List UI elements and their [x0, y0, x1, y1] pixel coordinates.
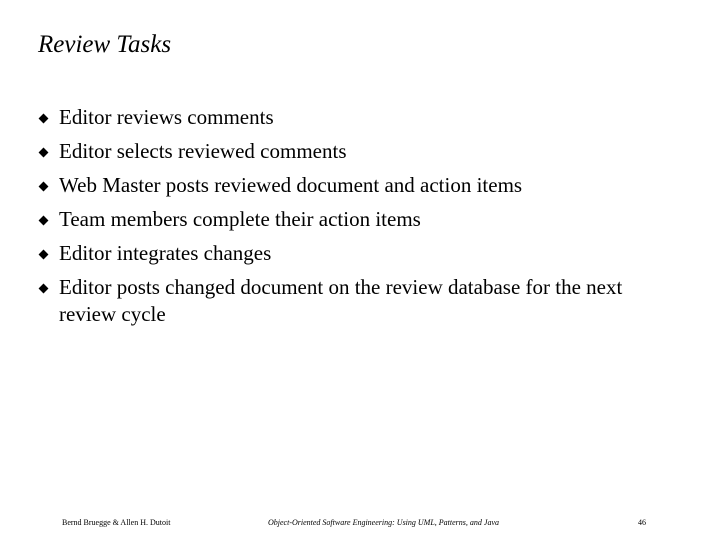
- diamond-bullet-icon: [39, 148, 49, 158]
- bullet-item: [0, 274, 720, 328]
- diamond-bullet-icon: [39, 250, 49, 260]
- bullet-item: [0, 240, 720, 267]
- bullet-text: Editor reviews comments: [59, 105, 274, 129]
- bullet-text: Team members complete their action items: [59, 207, 421, 231]
- slide-title: Review Tasks: [38, 31, 172, 58]
- bullet-item: [0, 206, 720, 233]
- bullet-text: Editor integrates changes: [59, 241, 272, 265]
- diamond-bullet-icon: [39, 182, 49, 192]
- bullet-text: Editor posts changed document on the review database for the next review cycle: [59, 275, 623, 326]
- bullet-item: [0, 104, 720, 131]
- diamond-bullet-icon: [39, 216, 49, 226]
- bullet-item: [0, 138, 720, 165]
- bullet-text: Editor selects reviewed comments: [59, 139, 347, 163]
- bullet-text: Web Master posts reviewed document and action items: [59, 173, 523, 197]
- bullet-list: [0, 104, 720, 335]
- footer-book-title: Object-Oriented Software Engineering: Using UML, Patterns, and Java: [268, 518, 499, 527]
- bullet-item: [0, 172, 720, 199]
- diamond-bullet-icon: [39, 114, 49, 124]
- footer-page-number: 46: [638, 518, 646, 527]
- footer-authors: Bernd Bruegge & Allen H. Dutoit: [62, 518, 171, 527]
- diamond-bullet-icon: [39, 284, 49, 294]
